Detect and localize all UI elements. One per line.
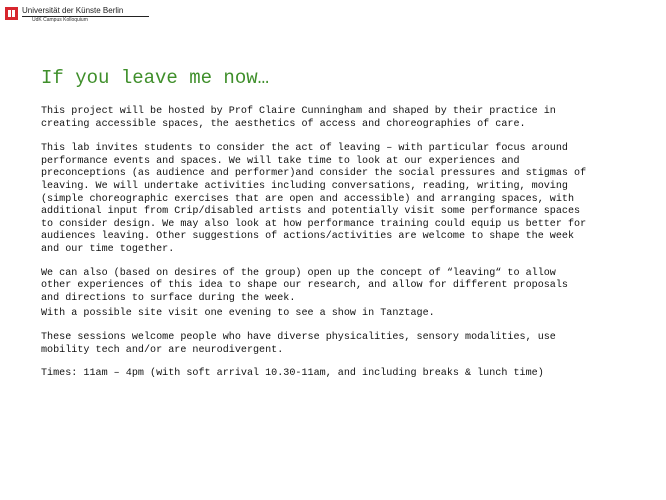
text-line: other experiences of this idea to shape our research, and allow for different proposals <box>41 280 568 292</box>
page-title: If you leave me now… <box>41 67 270 89</box>
text-line: mobility tech and/or are neurodivergent. <box>41 344 284 356</box>
text-line: and directions to surface during the week. <box>41 292 296 304</box>
paragraph-site-visit <box>41 308 646 321</box>
text-line: additional input from Crip/disabled artists and potentially visit some performance spaces <box>41 206 581 218</box>
paragraph-host <box>41 106 646 131</box>
text-line: preconceptions (as audience and performer)and consider the social pressures and stigmas of <box>41 168 587 180</box>
logo-name: Universität der Künste Berlin <box>22 6 149 17</box>
text-line: Times: 11am – 4pm (with soft arrival 10.30-11am, and including breaks & lunch time) <box>41 368 544 380</box>
paragraph-times <box>41 368 646 381</box>
logo-subtitle: UdK Campus Kolloquium <box>32 17 88 23</box>
text-line: creating accessible spaces, the aesthetics of access and choreographies of care. <box>41 118 526 130</box>
text-line: These sessions welcome people who have diverse physicalities, sensory modalities, use <box>41 331 556 343</box>
text-line: With a possible site visit one evening to see a show in Tanztage. <box>41 308 435 320</box>
text-line: This lab invites students to consider the act of leaving – with particular focus around <box>41 143 568 155</box>
university-logo <box>5 6 149 24</box>
document-body <box>41 106 646 381</box>
text-line: (simple choreographic exercises that are open and accessible) and arranging spaces, with <box>41 193 575 205</box>
text-line: and our time together. <box>41 243 175 255</box>
text-line: We can also (based on desires of the group) open up the concept of “leaving“ to allow <box>41 267 556 279</box>
udk-logo-icon <box>5 7 18 20</box>
logo-text <box>22 6 149 24</box>
text-line: audiences leaving. Other suggestions of actions/activities are welcome to shape the week <box>41 231 575 243</box>
paragraph-concept <box>41 268 646 306</box>
text-line: to consider design. We may also look at how performance training could equip us better for <box>41 218 587 230</box>
paragraph-lab-description <box>41 143 646 256</box>
text-line: performance events and spaces. We will take time to look at our experiences and <box>41 155 520 167</box>
text-line: leaving. We will undertake activities including conversations, reading, writing, moving <box>41 180 568 192</box>
text-line: This project will be hosted by Prof Claire Cunningham and shaped by their practice in <box>41 106 556 117</box>
paragraph-accessibility <box>41 332 646 357</box>
